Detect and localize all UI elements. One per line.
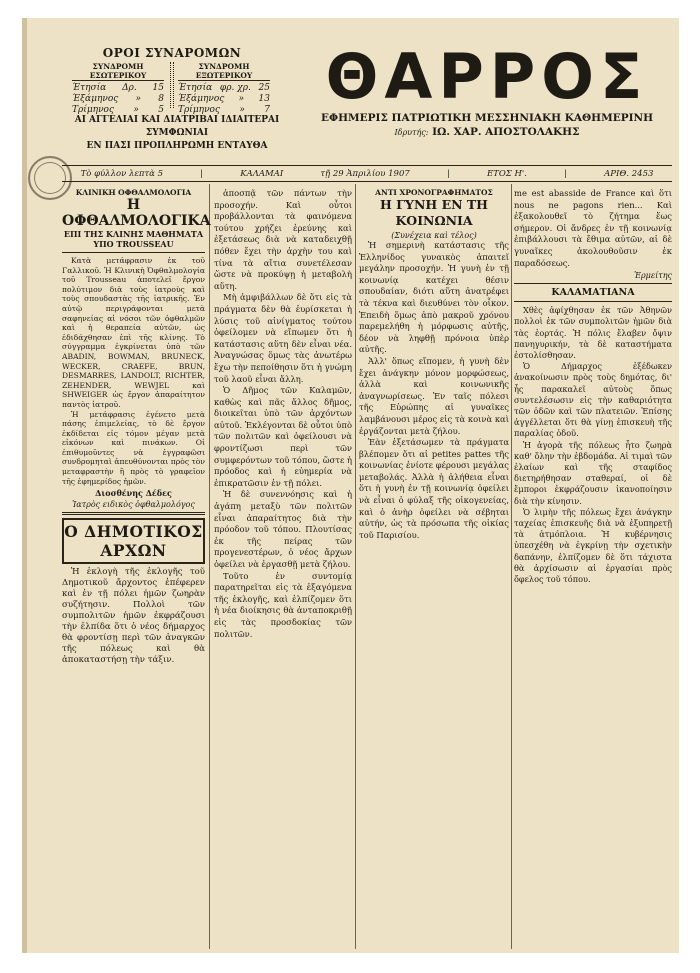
subscription-table xyxy=(72,62,272,115)
table-divider xyxy=(170,62,174,108)
divider xyxy=(62,512,205,515)
founder-name: ΙΩ. ΧΑΡ. ΑΠΟΣΤΟΛΑΚΗΣ xyxy=(432,126,580,138)
newspaper-page xyxy=(22,18,679,953)
paragraph: me est abasside de France καὶ ὅτι nous ne pagons rien... Καὶ ἐξακολουθεῖ τὸ ζήτημα ἕως σήμερον. Οἱ ἄνδρες ἐν τῇ κοινωνίᾳ ἐπιβάλλουσι τὰ ἔθιμα αὐτῶν, αἱ δὲ γυναῖκες ἀκολουθοῦσιν ἐκ παραδόσεως. xyxy=(514,188,672,268)
article-body xyxy=(514,188,672,269)
column-3 xyxy=(359,188,509,541)
paragraph: Τοῦτο ἐν συντομίᾳ παρατηρεῖται εἰς τὰ ἐξαγόμενα τῆς ἐκλογῆς, καὶ ἐλπίζομεν ὅτι ἡ νέα διοίκησις θὰ ἀνταποκριθῇ εἰς τὰς προσδοκίας τῶν πολιτῶν. xyxy=(214,570,352,639)
paragraph: Χθὲς ἀφίχθησαν ἐκ τῶν Ἀθηνῶν πολλοὶ ἐκ τῶν συμπολιτῶν ἡμῶν διὰ τὰς ἑορτάς. Ἡ πόλις ἔλαβεν ὄψιν πανηγυρικήν, τὰ δὲ καταστήματα ἐστολίσθησαν. xyxy=(514,305,672,360)
paragraph: Ἡ μετάφρασις ἐγένετο μετὰ πάσης ἐπιμελείας, τὸ δὲ ἔργον ἐκδίδεται εἰς τόμον μέγαν μετὰ εἰκόνων καὶ πινάκων. Οἱ ἐπιθυμοῦντες νὰ ἐγγραφῶσι συνδρομηταὶ ἀπευθύνονται πρὸς τὸν μεταφραστὴν ἢ πρὸς τὸ γραφεῖον τῆς ἐφημερίδος ἡμῶν. xyxy=(62,409,205,486)
paragraph: Κατὰ μετάφρασιν ἐκ τοῦ Γαλλικοῦ. Ἡ Κλινικὴ Ὀφθαλμολογία τοῦ Trousseau ἀποτελεῖ ἔργον πολύτιμον διὰ τοὺς ἰατροὺς καὶ τοὺς σπουδαστὰς τῆς ἰατρικῆς. Ἐν αὐτῷ περιγράφονται μετὰ σαφηνείας αἱ νόσοι τῶν ὀφθαλμῶν καὶ ἡ θεραπεία αὐτῶν, ὡς ἐδιδάχθησαν ἐπὶ τῆς κλίνης. Τὸ σύγγραμμα ἐγκρίνεται ὑπὸ τῶν ABADIN, BOWMAN, BRUNECK, WECKER, CRAEFE, BRUN, DESMARRES, LANDOLT, RICHTER, ZEHENDER, WEWJEL καὶ SHWEIGER ὡς ἔργον ἀπαραίτητον παντὸς ἰατροῦ. xyxy=(62,256,205,409)
article-body xyxy=(62,256,205,486)
page-edge xyxy=(22,18,27,953)
divider xyxy=(62,252,205,253)
article-deck: ΕΠΙ ΤΗΣ ΚΛΙΝΗΣ ΜΑΘΗΜΑΤΑ xyxy=(63,229,204,239)
newspaper-subtitle: ΕΦΗΜΕΡΙΣ ΠΑΤΡΙΩΤΙΚΗ ΜΕΣΣΗΝΙΑΚΗ ΚΑΘΗΜΕΡΙΝΗ xyxy=(320,112,654,124)
column-4 xyxy=(514,188,672,585)
article-headline: Η ΓΥΝΗ ΕΝ ΤΗ ΚΟΙΝΩΝΙΑ xyxy=(380,197,488,228)
ads-line-1: ΑΙ ΑΓΓΕΛΙΑΙ ΚΑΙ ΔΙΑΤΡΙΒΑΙ ΙΔΙΑΙΤΕΡΑΙ ΣΥΜΦΩΝΙΑΙ xyxy=(74,115,280,138)
column-1 xyxy=(62,188,211,666)
article-signature: Διοσθένης Δέδες xyxy=(95,488,172,499)
article-kicker: ΚΛΙΝΙΚΗ ΟΦΘΑΛΜΟΛΟΓΙΑ xyxy=(75,188,192,197)
paragraph: Ἀλλ' ὅπως εἴπομεν, ἡ γυνὴ δὲν ἔχει ἀνάγκην μόνον μορφώσεως, ἀλλὰ καὶ κοινωνικῆς ἀναγνωρίσεως. Ἐν ταῖς πόλεσι τῆς Εὐρώπης αἱ γυναῖκες λαμβάνουσι μέρος εἰς τὰ κοινὰ καὶ ἐργάζονται μετὰ ζήλου. xyxy=(359,355,509,436)
boxed-headline: Ο ΔΗΜΟΤΙΚΟΣ ΑΡΧΩΝ xyxy=(62,518,205,564)
article-body xyxy=(514,305,672,585)
price: Τὸ φύλλον λεπτὰ 5 xyxy=(80,168,164,179)
paragraph: Ἡ σημερινὴ κατάστασις τῆς Ἑλληνίδος γυναικὸς ἀπαιτεῖ μεγάλην προσοχήν. Ἡ γυνὴ ἐν τῇ κοινωνίᾳ κατέχει θέσιν σπουδαίαν, διότι αὕτη ἀνατρέφει τὰ τέκνα καὶ διευθύνει τὸν οἶκον. Ἐπειδὴ ὅμως ἀπὸ μακροῦ χρόνου παρεμελήθη ἡ μόρφωσις αὐτῆς, δέον νὰ ληφθῇ πρόνοια ὑπὲρ αὐτῆς. xyxy=(359,240,509,355)
column-rule xyxy=(511,184,512,949)
paragraph: ἀποσπᾷ τῶν πάντων τὴν προσοχήν. Καὶ οὗτοι προβάλλονται τὰ φαινόμενα τούτου χρήζει ἐρεύνης καὶ ἐξετάσεως διὰ νὰ καταδειχθῇ πόθεν ἔχει τὴν ἀρχὴν του καὶ τίνα τὰ αἴτια συνετέλεσαν ὥστε νὰ προκύψῃ ἡ μεταβολὴ αὕτη. xyxy=(214,188,352,291)
foreign-row: Έτησία φρ. χρ. 25 xyxy=(178,83,270,93)
paragraph: Ὁ Δήμαρχος ἐξέδωκεν ἀνακοίνωσιν πρὸς τοὺς δημότας, δι' ἧς παρακαλεῖ αὐτοὺς ὅπως συντελέσωσιν εἰς τὴν καθαριότητα τῶν ὁδῶν καὶ τῶν πλατειῶν. Ἐπίσης ἀγγέλλεται ὅτι θὰ γίνῃ ἐπισκευὴ τῆς παραλίας ὁδοῦ. xyxy=(514,361,672,439)
foreign-subscription xyxy=(178,62,270,116)
paragraph: Ὁ Δῆμος τῶν Καλαμῶν, καθὼς καὶ πᾶς ἄλλος δῆμος, διοικεῖται ὑπὸ τῶν ἀρχόντων αὐτοῦ. Ἐκλέγονται δὲ οὗτοι ὑπὸ τῶν πολιτῶν καὶ ὀφείλουσι νὰ φροντίζωσι περὶ τῶν συμφερόντων τοῦ τόπου, ὥστε ἡ πρόοδος καὶ ἡ εὐημερία νὰ ἐπικρατῶσιν ἐν τῇ πόλει. xyxy=(214,385,352,488)
foreign-header: ΣΥΝΔΡΟΜΗ ΕΞΩΤΕΡΙΚΟΥ xyxy=(178,62,270,81)
signature-note: Ἰατρὸς ειδικὸς ὀφθαλμολόγος xyxy=(72,500,195,510)
issue-number: ΑΡΙΘ. 2453 xyxy=(604,168,654,179)
domestic-row: Έτησία Δρ. 15 xyxy=(72,83,164,93)
founder-line xyxy=(307,126,667,138)
section-heading: ΚΑΛΑΜΑΤΙΑΝΑ xyxy=(551,287,635,299)
paragraph: Ἐὰν ἐξετάσωμεν τὰ πράγματα βλέπομεν ὅτι αἱ petites pattes τῆς κοινωνίας ἐνίοτε φέρουσι μεγάλας μεταβολάς. Ἀλλὰ ἡ ἀλήθεια εἶναι ὅτι ἡ γυνὴ ἐν τῇ κοινωνίᾳ ὀφείλει νὰ εἶναι ὁ φύλαξ τῆς οἰκογενείας, καὶ ὁ ἀνὴρ ὀφείλει νὰ σέβηται αὐτήν, ὡς τὰ πρόσωπα τῆς οἰκίας τοῦ Παρισίου. xyxy=(359,437,509,540)
paragraph: Ἡ δὲ συνεννόησις καὶ ἡ ἀγάπη μεταξὺ τῶν πολιτῶν εἶναι ἀπαραίτητος διὰ τὴν πρόοδον τοῦ τόπου. Πλουτίσας ἐκ τῆς πείρας τῶν προγενεστέρων, ὁ νέος ἄρχων ὀφείλει νὰ ἐργασθῇ μετὰ ζήλου. xyxy=(214,489,352,569)
paragraph: Μὴ ἀμφιβάλλων δὲ ὅτι εἰς τὰ πράγματα δὲν θὰ ἐυρίσκεται ἡ λύσις τοῦ αἰνίγματος τούτου ὀφείλομεν νὰ εἴπωμεν ὅτι ἡ κατάστασις αὕτη δὲν εἶναι νέα. Ἀναγνώσας ὅμως τὰς ἀνωτέρω ἔχω τὴν πεποίθησιν ὅτι ἡ γνώμη τοῦ λαοῦ εἶναι ἄλλη. xyxy=(214,292,352,384)
divider xyxy=(514,283,672,284)
article-body xyxy=(359,240,509,541)
subscription-terms-title: ΟΡΟΙ ΣΥΝΑΡΟΜΩΝ xyxy=(102,46,242,60)
domestic-header: ΣΥΝΔΡΟΜΗ ΕΣΩΤΕΡΙΚΟΥ xyxy=(72,62,164,81)
paragraph: Ἡ ἀγορὰ τῆς πόλεως ἦτο ζωηρὰ καθ' ὅλην τὴν ἑβδομάδα. Αἱ τιμαὶ τῶν ἐλαίων καὶ τῆς σταφίδος διετηρήθησαν σταθεραί, οἱ δὲ ἔμποροι ἐκφράζουσιν ἱκανοποίησιν διὰ τὴν κίνησιν. xyxy=(514,439,672,506)
column-rule xyxy=(209,184,210,949)
domestic-subscription xyxy=(72,62,164,116)
article-kicker: ΑΝΤΙ ΧΡΟΝΟΓΡΑΦΗΜΑΤΟΣ xyxy=(375,188,493,197)
advertising-notice xyxy=(52,114,302,153)
city: ΚΑΛΑΜΑΙ xyxy=(240,168,284,179)
divider xyxy=(514,301,672,302)
year: ΕΤΟΣ Η'. xyxy=(486,168,527,179)
ads-line-2: ΕΝ ΠΑΣΙ ΠΡΟΠΛΗΡΩΜΗ ΕΝΤΑΥΘΑ xyxy=(86,141,268,151)
domestic-row: Έξάμηνος » 8 xyxy=(72,94,164,104)
foreign-row: Τρίμηνος » 7 xyxy=(178,105,270,115)
dateline: Τὸ φύλλον λεπτὰ 5 | ΚΑΛΑΜΑΙ τῇ 29 Ἀπριλίου 1907 | ΕΤΟΣ Η'. | ΑΡΙΘ. 2453 xyxy=(62,165,672,182)
article-deck: ΥΠΟ TROUSSEAU xyxy=(93,239,174,249)
column-2 xyxy=(214,188,352,640)
column-rule xyxy=(355,184,356,949)
issue-date: τῇ 29 Ἀπριλίου 1907 xyxy=(320,168,410,179)
paragraph: Ὁ λιμὴν τῆς πόλεως ἔχει ἀνάγκην ταχείας ἐπισκευῆς διὰ νὰ ἐξυπηρετῇ τὰ ἀτμόπλοια. Ἡ κυβέρνησις ὑπεσχέθη νὰ ἐγκρίνῃ τὴν σχετικὴν δαπάνην, ἐλπίζομεν δὲ ὅτι τάχιστα θὰ ἀρχίσωσιν αἱ ἐργασίαι πρὸς ὄφελος τοῦ τόπου. xyxy=(514,506,672,585)
founder-label: Ιδρυτής: xyxy=(394,128,429,137)
domestic-row: Τρίμηνος » 5 xyxy=(72,105,164,115)
paragraph: Ἡ ἐκλογὴ τῆς ἐκλογῆς τοῦ Δημοτικοῦ ἄρχοντος ἐπέφερεν καὶ ἐν τῇ πόλει ἡμῶν ζωηρὰν συζήτησιν. Πολλοὶ τῶν συμπολιτῶν ἡμῶν ἐκφράζουσι τὴν ἐλπίδα ὅτι ὁ νέος δήμαρχος θὰ φροντίσῃ περὶ τῶν ἀναγκῶν τῆς πόλεως καὶ θὰ ἀποκαταστήσῃ τὴν τάξιν. xyxy=(62,567,205,666)
article-headline: Η ΟΦΘΑΛΜΟΛΟΓΙΚΑ xyxy=(62,197,211,229)
article-signature: Ἐρμείτης xyxy=(634,271,672,281)
article-note: (Συνέχεια καὶ τέλος) xyxy=(391,231,477,240)
article-body xyxy=(62,567,205,666)
foreign-row: Έξάμηνος » 13 xyxy=(178,94,270,104)
newspaper-title: ΘΑΡΡΟΣ xyxy=(325,40,649,113)
